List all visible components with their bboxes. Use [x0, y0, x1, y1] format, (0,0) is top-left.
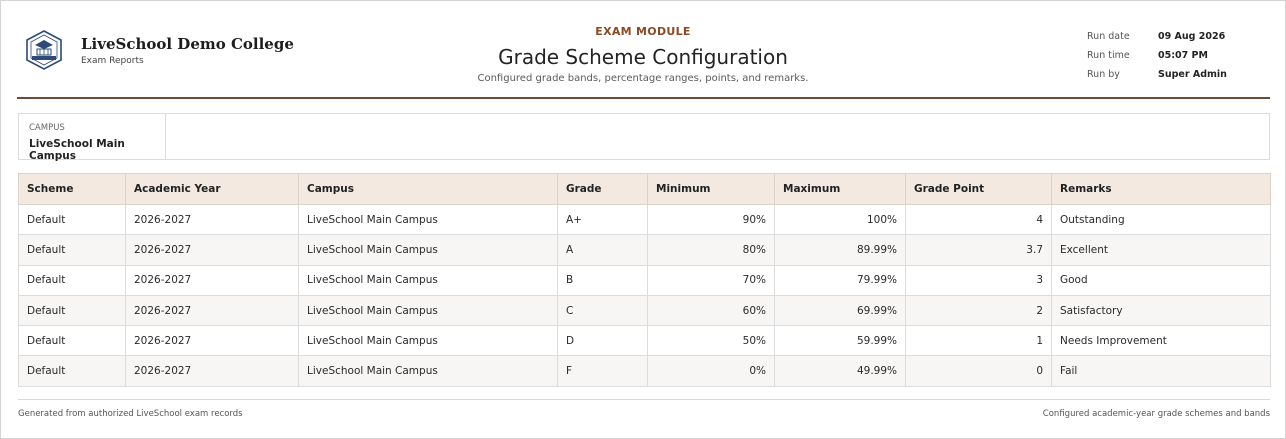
run-by-label: Run by: [1087, 69, 1120, 80]
college-name: LiveSchool Demo College: [81, 34, 294, 53]
grade-cell: B: [558, 265, 648, 295]
filter-panel: [18, 113, 1270, 160]
run-meta: [1087, 27, 1227, 84]
column-header: Grade Point: [906, 174, 1052, 205]
scheme-cell: Default: [19, 265, 126, 295]
table-row: [19, 235, 1271, 265]
school-crest-icon: [23, 29, 65, 71]
remarks-cell: Needs Improvement: [1052, 326, 1271, 356]
scheme-cell: Default: [19, 356, 126, 386]
report-header: [17, 1, 1270, 99]
maximum-cell: 100%: [775, 205, 906, 235]
campus-filter-value: LiveSchool Main Campus: [29, 138, 125, 162]
campus-cell: LiveSchool Main Campus: [299, 235, 558, 265]
module-label: EXAM MODULE: [595, 25, 691, 38]
campus-cell: LiveSchool Main Campus: [299, 205, 558, 235]
scheme-cell: Default: [19, 235, 126, 265]
remarks-cell: Good: [1052, 265, 1271, 295]
minimum-cell: 70%: [648, 265, 775, 295]
run-by-row: [1087, 65, 1227, 84]
remarks-cell: Fail: [1052, 356, 1271, 386]
run-by-value: Super Admin: [1158, 69, 1227, 80]
table-row: [19, 356, 1271, 386]
grade-cell: A+: [558, 205, 648, 235]
campus-cell: LiveSchool Main Campus: [299, 295, 558, 325]
report-footer: [18, 399, 1270, 419]
grade-point-cell: 3: [906, 265, 1052, 295]
run-date-label: Run date: [1087, 31, 1130, 42]
campus-filter: [19, 114, 166, 162]
table-row: [19, 265, 1271, 295]
run-date-value: 09 Aug 2026: [1158, 31, 1226, 42]
run-time-value: 05:07 PM: [1158, 50, 1208, 61]
page-title: Grade Scheme Configuration: [498, 45, 788, 69]
maximum-cell: 79.99%: [775, 265, 906, 295]
table-row: [19, 295, 1271, 325]
brand: [23, 29, 294, 71]
column-header: Maximum: [775, 174, 906, 205]
minimum-cell: 80%: [648, 235, 775, 265]
grade-scheme-table: [18, 173, 1271, 387]
footer-right-note: Configured academic-year grade schemes and bands: [1042, 409, 1270, 419]
grade-point-cell: 0: [906, 356, 1052, 386]
remarks-cell: Outstanding: [1052, 205, 1271, 235]
academic-year-cell: 2026-2027: [126, 295, 299, 325]
minimum-cell: 90%: [648, 205, 775, 235]
minimum-cell: 50%: [648, 326, 775, 356]
scheme-cell: Default: [19, 326, 126, 356]
maximum-cell: 49.99%: [775, 356, 906, 386]
run-time-label: Run time: [1087, 50, 1130, 61]
academic-year-cell: 2026-2027: [126, 205, 299, 235]
page-subtitle: Configured grade bands, percentage ranges, points, and remarks.: [477, 73, 809, 84]
maximum-cell: 89.99%: [775, 235, 906, 265]
scheme-cell: Default: [19, 295, 126, 325]
run-time-row: [1087, 46, 1227, 65]
title-block: [417, 25, 869, 84]
grade-cell: C: [558, 295, 648, 325]
grade-point-cell: 3.7: [906, 235, 1052, 265]
maximum-cell: 69.99%: [775, 295, 906, 325]
run-date-row: [1087, 27, 1227, 46]
column-header: Campus: [299, 174, 558, 205]
academic-year-cell: 2026-2027: [126, 356, 299, 386]
campus-cell: LiveSchool Main Campus: [299, 326, 558, 356]
academic-year-cell: 2026-2027: [126, 326, 299, 356]
college-subtitle: Exam Reports: [81, 55, 144, 66]
column-header: Grade: [558, 174, 648, 205]
remarks-cell: Satisfactory: [1052, 295, 1271, 325]
maximum-cell: 59.99%: [775, 326, 906, 356]
grade-point-cell: 1: [906, 326, 1052, 356]
grade-cell: F: [558, 356, 648, 386]
column-header: Minimum: [648, 174, 775, 205]
table-row: [19, 326, 1271, 356]
campus-filter-label: CAMPUS: [29, 123, 65, 133]
grade-cell: D: [558, 326, 648, 356]
table-row: [19, 205, 1271, 235]
academic-year-cell: 2026-2027: [126, 235, 299, 265]
minimum-cell: 60%: [648, 295, 775, 325]
column-header: Academic Year: [126, 174, 299, 205]
column-header: Scheme: [19, 174, 126, 205]
grade-point-cell: 2: [906, 295, 1052, 325]
footer-left-note: Generated from authorized LiveSchool exam records: [18, 409, 243, 419]
campus-cell: LiveSchool Main Campus: [299, 356, 558, 386]
scheme-cell: Default: [19, 205, 126, 235]
column-header: Remarks: [1052, 174, 1271, 205]
remarks-cell: Excellent: [1052, 235, 1271, 265]
academic-year-cell: 2026-2027: [126, 265, 299, 295]
campus-cell: LiveSchool Main Campus: [299, 265, 558, 295]
grade-cell: A: [558, 235, 648, 265]
table-header-row: [19, 174, 1271, 205]
grade-point-cell: 4: [906, 205, 1052, 235]
minimum-cell: 0%: [648, 356, 775, 386]
